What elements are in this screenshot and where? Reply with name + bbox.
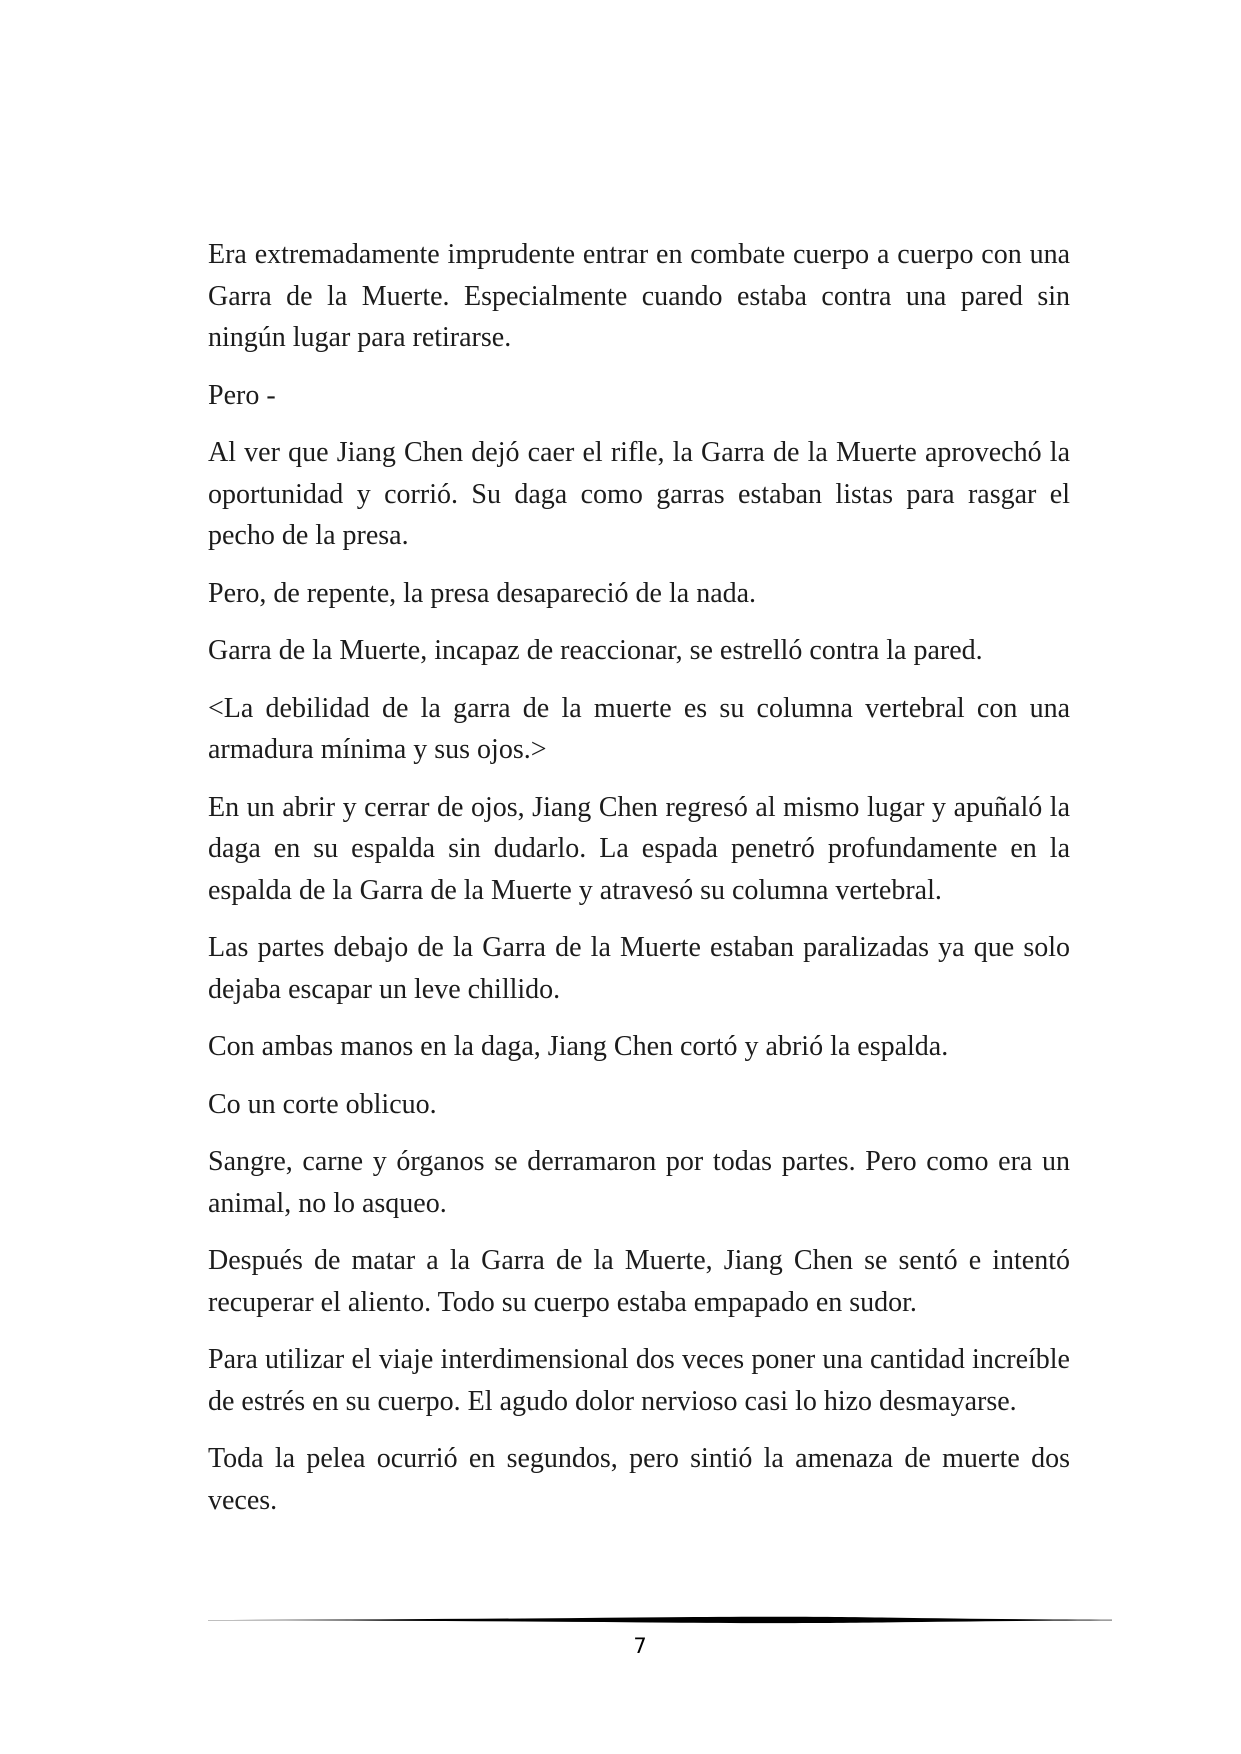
footer-divider-stroke: [208, 1617, 1112, 1623]
paragraph: Para utilizar el viaje interdimensional dos veces poner una cantidad increíble de estrés en su cuerpo. El agudo dolor nervioso casi lo hizo desmayarse.: [208, 1344, 1070, 1417]
paragraph: Era extremadamente imprudente entrar en combate cuerpo a cuerpo con una Garra de la Muerte. Especialmente cuando estaba contra una pared sin ningún lugar para retirarse.: [208, 239, 1070, 353]
paragraph: Con ambas manos en la daga, Jiang Chen cortó y abrió la espalda.: [208, 1031, 949, 1062]
paragraph: Toda la pelea ocurrió en segundos, pero sintió la amenaza de muerte dos veces.: [208, 1443, 1070, 1516]
paragraph: Sangre, carne y órganos se derramaron por todas partes. Pero como era un animal, no lo asqueo.: [208, 1146, 1070, 1219]
paragraph: Al ver que Jiang Chen dejó caer el rifle, la Garra de la Muerte aprovechó la oportunidad y corrió. Su daga como garras estaban listas para rasgar el pecho de la presa.: [208, 437, 1070, 551]
paragraph: <La debilidad de la garra de la muerte es su columna vertebral con una armadura mínima y sus ojos.>: [208, 692, 1070, 765]
paragraph: Las partes debajo de la Garra de la Muerte estaban paralizadas ya que solo dejaba escapar un leve chillido.: [208, 932, 1070, 1005]
chapter-body: [208, 234, 1070, 1537]
paragraph: Co un corte oblicuo.: [208, 1088, 437, 1120]
paragraph: Pero -: [208, 379, 276, 411]
paragraph: Después de matar a la Garra de la Muerte, Jiang Chen se sentó e intentó recuperar el aliento. Todo su cuerpo estaba empapado en sudor.: [208, 1245, 1070, 1318]
paragraph: En un abrir y cerrar de ojos, Jiang Chen regresó al mismo lugar y apuñaló la daga en su espalda sin dudarlo. La espada penetró profundamente en la espalda de la Garra de la Muerte y atravesó su columna vertebral.: [208, 791, 1070, 906]
paragraph: Garra de la Muerte, incapaz de reaccionar, se estrelló contra la pared.: [208, 635, 983, 666]
page-number: 7: [633, 1634, 647, 1658]
paragraph: Pero, de repente, la presa desapareció de la nada.: [208, 577, 757, 609]
footer-divider: [208, 1614, 1112, 1626]
